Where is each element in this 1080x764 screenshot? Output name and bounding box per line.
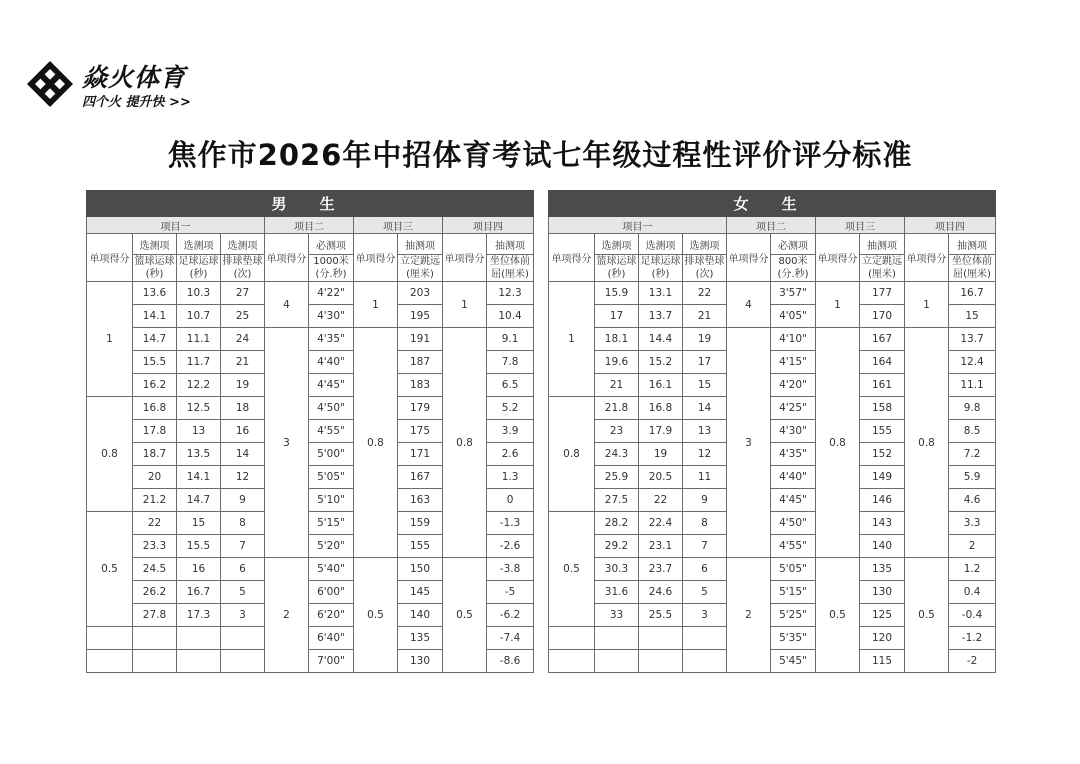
jump-cell: 140 bbox=[860, 535, 905, 558]
score-cell: 1 bbox=[87, 282, 133, 397]
run-cell: 6'20" bbox=[309, 604, 354, 627]
volleyball-cell: 18 bbox=[221, 397, 265, 420]
flex-cell: 6.5 bbox=[487, 374, 534, 397]
football-cell: 13.1 bbox=[639, 282, 683, 305]
jump-cell: 135 bbox=[860, 558, 905, 581]
volleyball-cell: 7 bbox=[683, 535, 727, 558]
jump-cell: 158 bbox=[860, 397, 905, 420]
run-cell: 5'05" bbox=[309, 466, 354, 489]
football-cell: 19 bbox=[639, 443, 683, 466]
flex-cell: -2 bbox=[949, 650, 996, 673]
football-cell bbox=[639, 650, 683, 673]
basketball-cell: 27.5 bbox=[595, 489, 639, 512]
brand-slogan: 四个火 提升快 >> bbox=[82, 95, 191, 110]
volleyball-cell: 5 bbox=[221, 581, 265, 604]
football-cell: 22.4 bbox=[639, 512, 683, 535]
football-cell: 16.7 bbox=[177, 581, 221, 604]
score-cell: 0.5 bbox=[443, 558, 487, 673]
basketball-cell: 28.2 bbox=[595, 512, 639, 535]
run-cell: 4'05" bbox=[771, 305, 816, 328]
jump-cell: 170 bbox=[860, 305, 905, 328]
basketball-cell: 30.3 bbox=[595, 558, 639, 581]
run-cell: 4'30" bbox=[309, 305, 354, 328]
jump-cell: 155 bbox=[398, 535, 443, 558]
volleyball-cell: 5 bbox=[683, 581, 727, 604]
empty-cell bbox=[549, 650, 595, 673]
gender-heading: 男 生 bbox=[87, 191, 534, 217]
volleyball-cell: 7 bbox=[221, 535, 265, 558]
table-row bbox=[549, 558, 996, 581]
jump-cell: 149 bbox=[860, 466, 905, 489]
score-cell: 0.8 bbox=[549, 397, 595, 512]
run-cell: 4'20" bbox=[771, 374, 816, 397]
jump-cell: 177 bbox=[860, 282, 905, 305]
basketball-cell: 25.9 bbox=[595, 466, 639, 489]
jump-cell: 145 bbox=[398, 581, 443, 604]
football-cell: 16.8 bbox=[639, 397, 683, 420]
option-label: 必测项 bbox=[771, 234, 816, 255]
basketball-cell: 16.8 bbox=[133, 397, 177, 420]
basketball-cell: 26.2 bbox=[133, 581, 177, 604]
jump-cell: 159 bbox=[398, 512, 443, 535]
basketball-cell: 24.3 bbox=[595, 443, 639, 466]
option-label: 选测项 bbox=[133, 234, 177, 255]
run-cell: 5'25" bbox=[771, 604, 816, 627]
flex-cell: 2.6 bbox=[487, 443, 534, 466]
football-cell bbox=[177, 627, 221, 650]
empty-cell bbox=[549, 627, 595, 650]
run-cell: 5'35" bbox=[771, 627, 816, 650]
female-grid bbox=[548, 190, 996, 673]
basketball-cell bbox=[595, 627, 639, 650]
football-cell: 17.9 bbox=[639, 420, 683, 443]
flex-cell: -1.3 bbox=[487, 512, 534, 535]
volleyball-cell: 13 bbox=[683, 420, 727, 443]
volleyball-cell: 17 bbox=[683, 351, 727, 374]
football-cell: 12.2 bbox=[177, 374, 221, 397]
run-cell: 4'22" bbox=[309, 282, 354, 305]
basketball-cell bbox=[595, 650, 639, 673]
run-cell: 4'15" bbox=[771, 351, 816, 374]
group-header-row bbox=[549, 217, 996, 234]
item-name: 坐位体前屈(厘米) bbox=[949, 255, 996, 282]
flex-cell: -3.8 bbox=[487, 558, 534, 581]
basketball-cell: 20 bbox=[133, 466, 177, 489]
score-cell: 2 bbox=[265, 558, 309, 673]
flex-cell: 7.2 bbox=[949, 443, 996, 466]
flex-cell: 16.7 bbox=[949, 282, 996, 305]
item-name: 立定跳远(厘米) bbox=[398, 255, 443, 282]
basketball-cell: 18.7 bbox=[133, 443, 177, 466]
group-label: 项目四 bbox=[443, 217, 534, 234]
flex-cell: 2 bbox=[949, 535, 996, 558]
run-cell: 6'40" bbox=[309, 627, 354, 650]
jump-cell: 155 bbox=[860, 420, 905, 443]
jump-cell: 120 bbox=[860, 627, 905, 650]
table-row bbox=[549, 282, 996, 305]
football-cell: 16 bbox=[177, 558, 221, 581]
football-cell: 17.3 bbox=[177, 604, 221, 627]
flex-cell: 0.4 bbox=[949, 581, 996, 604]
gender-heading: 女 生 bbox=[549, 191, 996, 217]
run-cell: 5'45" bbox=[771, 650, 816, 673]
brand-name: 焱火体育 bbox=[82, 63, 187, 92]
score-cell: 4 bbox=[265, 282, 309, 328]
flex-cell: 8.5 bbox=[949, 420, 996, 443]
jump-cell: 130 bbox=[398, 650, 443, 673]
run-cell: 4'45" bbox=[771, 489, 816, 512]
run-cell: 5'15" bbox=[309, 512, 354, 535]
run-cell: 5'15" bbox=[771, 581, 816, 604]
run-cell: 5'20" bbox=[309, 535, 354, 558]
football-cell: 23.7 bbox=[639, 558, 683, 581]
volleyball-cell: 25 bbox=[221, 305, 265, 328]
basketball-cell: 21 bbox=[595, 374, 639, 397]
jump-cell: 179 bbox=[398, 397, 443, 420]
item-header-row bbox=[87, 234, 534, 255]
run-cell: 4'45" bbox=[309, 374, 354, 397]
flex-cell: 9.1 bbox=[487, 328, 534, 351]
volleyball-cell: 16 bbox=[221, 420, 265, 443]
volleyball-cell: 19 bbox=[221, 374, 265, 397]
run-cell: 4'55" bbox=[309, 420, 354, 443]
group-label: 项目三 bbox=[354, 217, 443, 234]
jump-cell: 125 bbox=[860, 604, 905, 627]
option-label: 抽测项 bbox=[487, 234, 534, 255]
score-cell: 4 bbox=[727, 282, 771, 328]
volleyball-cell: 11 bbox=[683, 466, 727, 489]
score-cell: 1 bbox=[443, 282, 487, 328]
basketball-cell: 15.9 bbox=[595, 282, 639, 305]
football-cell: 15.5 bbox=[177, 535, 221, 558]
score-cell: 1 bbox=[905, 282, 949, 328]
score-header: 单项得分 bbox=[549, 234, 595, 282]
jump-cell: 191 bbox=[398, 328, 443, 351]
table-row bbox=[549, 328, 996, 351]
table-title-row bbox=[87, 191, 534, 217]
football-cell bbox=[177, 650, 221, 673]
option-label: 抽测项 bbox=[860, 234, 905, 255]
volleyball-cell: 8 bbox=[221, 512, 265, 535]
jump-cell: 152 bbox=[860, 443, 905, 466]
basketball-cell: 29.2 bbox=[595, 535, 639, 558]
run-cell: 5'05" bbox=[771, 558, 816, 581]
table-row bbox=[87, 558, 534, 581]
flex-cell: 11.1 bbox=[949, 374, 996, 397]
volleyball-cell: 9 bbox=[221, 489, 265, 512]
volleyball-cell: 14 bbox=[683, 397, 727, 420]
item-name: 1000米(分.秒) bbox=[309, 255, 354, 282]
run-cell: 4'35" bbox=[771, 443, 816, 466]
jump-cell: 167 bbox=[398, 466, 443, 489]
jump-cell: 164 bbox=[860, 351, 905, 374]
item-name: 坐位体前屈(厘米) bbox=[487, 255, 534, 282]
run-cell: 4'25" bbox=[771, 397, 816, 420]
basketball-cell: 33 bbox=[595, 604, 639, 627]
basketball-cell: 14.1 bbox=[133, 305, 177, 328]
basketball-cell: 17.8 bbox=[133, 420, 177, 443]
basketball-cell bbox=[133, 627, 177, 650]
group-label: 项目一 bbox=[87, 217, 265, 234]
football-cell: 23.1 bbox=[639, 535, 683, 558]
logo-mark-icon bbox=[26, 60, 74, 108]
football-cell: 13.7 bbox=[639, 305, 683, 328]
basketball-cell: 23.3 bbox=[133, 535, 177, 558]
flex-cell: -6.2 bbox=[487, 604, 534, 627]
score-cell: 0.5 bbox=[549, 512, 595, 627]
score-cell: 0.8 bbox=[87, 397, 133, 512]
item-name: 足球运球(秒) bbox=[178, 256, 219, 280]
score-header: 单项得分 bbox=[87, 234, 133, 282]
score-cell: 0.5 bbox=[354, 558, 398, 673]
item-name: 篮球运球(秒) bbox=[134, 256, 175, 280]
volleyball-cell: 14 bbox=[221, 443, 265, 466]
volleyball-cell: 22 bbox=[683, 282, 727, 305]
volleyball-cell: 9 bbox=[683, 489, 727, 512]
basketball-cell: 13.6 bbox=[133, 282, 177, 305]
option-label: 选测项 bbox=[595, 234, 639, 255]
football-cell: 10.3 bbox=[177, 282, 221, 305]
flex-cell: 7.8 bbox=[487, 351, 534, 374]
option-label: 选测项 bbox=[683, 234, 727, 255]
volleyball-cell: 21 bbox=[683, 305, 727, 328]
football-cell: 11.1 bbox=[177, 328, 221, 351]
football-cell: 12.5 bbox=[177, 397, 221, 420]
option-label: 抽测项 bbox=[398, 234, 443, 255]
volleyball-cell bbox=[683, 627, 727, 650]
basketball-cell: 21.2 bbox=[133, 489, 177, 512]
flex-cell: 4.6 bbox=[949, 489, 996, 512]
score-cell: 1 bbox=[354, 282, 398, 328]
volleyball-cell bbox=[221, 627, 265, 650]
score-cell: 3 bbox=[727, 328, 771, 558]
group-label: 项目二 bbox=[727, 217, 816, 234]
football-cell: 14.1 bbox=[177, 466, 221, 489]
empty-cell bbox=[87, 627, 133, 650]
basketball-cell: 23 bbox=[595, 420, 639, 443]
football-cell: 15 bbox=[177, 512, 221, 535]
basketball-cell bbox=[133, 650, 177, 673]
jump-cell: 163 bbox=[398, 489, 443, 512]
flex-cell: 9.8 bbox=[949, 397, 996, 420]
volleyball-cell: 3 bbox=[683, 604, 727, 627]
basketball-cell: 27.8 bbox=[133, 604, 177, 627]
option-label: 选测项 bbox=[639, 234, 683, 255]
volleyball-cell: 12 bbox=[221, 466, 265, 489]
group-label: 项目二 bbox=[265, 217, 354, 234]
score-header: 单项得分 bbox=[816, 234, 860, 282]
flex-cell: 15 bbox=[949, 305, 996, 328]
item-header-row bbox=[549, 234, 996, 255]
jump-cell: 195 bbox=[398, 305, 443, 328]
volleyball-cell bbox=[221, 650, 265, 673]
football-cell: 14.7 bbox=[177, 489, 221, 512]
item-name: 排球垫球(次) bbox=[684, 256, 725, 280]
football-cell: 14.4 bbox=[639, 328, 683, 351]
score-cell: 3 bbox=[265, 328, 309, 558]
run-cell: 4'55" bbox=[771, 535, 816, 558]
volleyball-cell: 24 bbox=[221, 328, 265, 351]
flex-cell: -8.6 bbox=[487, 650, 534, 673]
item-name: 排球垫球(次) bbox=[222, 256, 263, 280]
score-cell: 0.5 bbox=[87, 512, 133, 627]
volleyball-cell: 6 bbox=[221, 558, 265, 581]
flex-cell: 5.2 bbox=[487, 397, 534, 420]
football-cell: 13.5 bbox=[177, 443, 221, 466]
score-cell: 0.8 bbox=[443, 328, 487, 558]
score-header: 单项得分 bbox=[354, 234, 398, 282]
run-cell: 7'00" bbox=[309, 650, 354, 673]
item-name: 800米(分.秒) bbox=[771, 255, 816, 282]
volleyball-cell bbox=[683, 650, 727, 673]
run-cell: 5'40" bbox=[309, 558, 354, 581]
table-title-row bbox=[549, 191, 996, 217]
flex-cell: -5 bbox=[487, 581, 534, 604]
run-cell: 4'35" bbox=[309, 328, 354, 351]
football-cell: 25.5 bbox=[639, 604, 683, 627]
basketball-cell: 14.7 bbox=[133, 328, 177, 351]
jump-cell: 161 bbox=[860, 374, 905, 397]
run-cell: 3'57" bbox=[771, 282, 816, 305]
basketball-cell: 21.8 bbox=[595, 397, 639, 420]
jump-cell: 175 bbox=[398, 420, 443, 443]
flex-cell: 12.4 bbox=[949, 351, 996, 374]
volleyball-cell: 19 bbox=[683, 328, 727, 351]
basketball-cell: 19.6 bbox=[595, 351, 639, 374]
item-name: 篮球运球(秒) bbox=[596, 256, 637, 280]
football-cell: 11.7 bbox=[177, 351, 221, 374]
basketball-cell: 17 bbox=[595, 305, 639, 328]
group-header-row bbox=[87, 217, 534, 234]
empty-cell bbox=[87, 650, 133, 673]
option-label: 必测项 bbox=[309, 234, 354, 255]
group-label: 项目四 bbox=[905, 217, 996, 234]
run-cell: 6'00" bbox=[309, 581, 354, 604]
jump-cell: 203 bbox=[398, 282, 443, 305]
jump-cell: 146 bbox=[860, 489, 905, 512]
jump-cell: 150 bbox=[398, 558, 443, 581]
football-cell: 15.2 bbox=[639, 351, 683, 374]
jump-cell: 167 bbox=[860, 328, 905, 351]
basketball-cell: 18.1 bbox=[595, 328, 639, 351]
female-standards-table bbox=[548, 190, 995, 673]
run-cell: 4'50" bbox=[309, 397, 354, 420]
volleyball-cell: 27 bbox=[221, 282, 265, 305]
option-label: 抽测项 bbox=[949, 234, 996, 255]
table-row bbox=[87, 328, 534, 351]
flex-cell: 3.9 bbox=[487, 420, 534, 443]
jump-cell: 130 bbox=[860, 581, 905, 604]
flex-cell: 12.3 bbox=[487, 282, 534, 305]
item-name: 立定跳远(厘米) bbox=[860, 255, 905, 282]
football-cell: 20.5 bbox=[639, 466, 683, 489]
group-label: 项目一 bbox=[549, 217, 727, 234]
basketball-cell: 22 bbox=[133, 512, 177, 535]
volleyball-cell: 21 bbox=[221, 351, 265, 374]
football-cell: 10.7 bbox=[177, 305, 221, 328]
score-cell: 0.8 bbox=[354, 328, 398, 558]
football-cell: 22 bbox=[639, 489, 683, 512]
football-cell: 13 bbox=[177, 420, 221, 443]
option-label: 选测项 bbox=[221, 234, 265, 255]
run-cell: 4'50" bbox=[771, 512, 816, 535]
flex-cell: -1.2 bbox=[949, 627, 996, 650]
score-cell: 0.8 bbox=[905, 328, 949, 558]
flex-cell: 5.9 bbox=[949, 466, 996, 489]
score-cell: 1 bbox=[549, 282, 595, 397]
football-cell bbox=[639, 627, 683, 650]
football-cell: 24.6 bbox=[639, 581, 683, 604]
flex-cell: 1.2 bbox=[949, 558, 996, 581]
male-standards-table bbox=[86, 190, 533, 673]
page-title: 焦作市2026年中招体育考试七年级过程性评价评分标准 bbox=[167, 138, 913, 172]
run-cell: 4'40" bbox=[309, 351, 354, 374]
male-grid bbox=[86, 190, 534, 673]
basketball-cell: 15.5 bbox=[133, 351, 177, 374]
jump-cell: 143 bbox=[860, 512, 905, 535]
jump-cell: 140 bbox=[398, 604, 443, 627]
score-cell: 0.5 bbox=[905, 558, 949, 673]
flex-cell: 10.4 bbox=[487, 305, 534, 328]
volleyball-cell: 3 bbox=[221, 604, 265, 627]
option-label: 选测项 bbox=[177, 234, 221, 255]
volleyball-cell: 8 bbox=[683, 512, 727, 535]
run-cell: 5'00" bbox=[309, 443, 354, 466]
flex-cell: -2.6 bbox=[487, 535, 534, 558]
volleyball-cell: 6 bbox=[683, 558, 727, 581]
table-row bbox=[87, 282, 534, 305]
item-name: 足球运球(秒) bbox=[640, 256, 681, 280]
score-cell: 1 bbox=[816, 282, 860, 328]
basketball-cell: 16.2 bbox=[133, 374, 177, 397]
flex-cell: -0.4 bbox=[949, 604, 996, 627]
jump-cell: 187 bbox=[398, 351, 443, 374]
run-cell: 4'30" bbox=[771, 420, 816, 443]
brand-logo bbox=[26, 58, 226, 114]
score-header: 单项得分 bbox=[265, 234, 309, 282]
score-header: 单项得分 bbox=[443, 234, 487, 282]
jump-cell: 183 bbox=[398, 374, 443, 397]
basketball-cell: 24.5 bbox=[133, 558, 177, 581]
basketball-cell: 31.6 bbox=[595, 581, 639, 604]
score-cell: 0.5 bbox=[816, 558, 860, 673]
flex-cell: 3.3 bbox=[949, 512, 996, 535]
flex-cell: 13.7 bbox=[949, 328, 996, 351]
jump-cell: 135 bbox=[398, 627, 443, 650]
run-cell: 4'40" bbox=[771, 466, 816, 489]
score-header: 单项得分 bbox=[727, 234, 771, 282]
jump-cell: 115 bbox=[860, 650, 905, 673]
flex-cell: 0 bbox=[487, 489, 534, 512]
volleyball-cell: 12 bbox=[683, 443, 727, 466]
jump-cell: 171 bbox=[398, 443, 443, 466]
score-cell: 2 bbox=[727, 558, 771, 673]
score-cell: 0.8 bbox=[816, 328, 860, 558]
run-cell: 5'10" bbox=[309, 489, 354, 512]
football-cell: 16.1 bbox=[639, 374, 683, 397]
flex-cell: -7.4 bbox=[487, 627, 534, 650]
score-header: 单项得分 bbox=[905, 234, 949, 282]
run-cell: 4'10" bbox=[771, 328, 816, 351]
flex-cell: 1.3 bbox=[487, 466, 534, 489]
group-label: 项目三 bbox=[816, 217, 905, 234]
volleyball-cell: 15 bbox=[683, 374, 727, 397]
